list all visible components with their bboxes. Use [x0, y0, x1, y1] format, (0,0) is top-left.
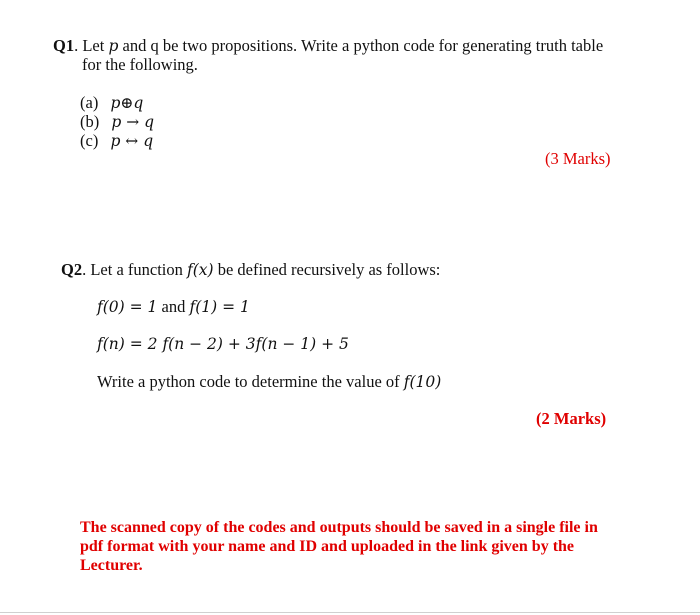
q2-text-part2: be defined recursively as follows:: [213, 260, 441, 279]
q1-line1: [53, 36, 603, 56]
page-bottom-divider: [0, 612, 700, 613]
q2-task-text: Write a python code to determine the value of: [97, 372, 404, 391]
q1-item-b-expr: p → q: [111, 113, 155, 131]
q2-fx: f(x): [187, 261, 214, 279]
q1-text-part2: and q be two propositions. Write a python code for generating truth table: [118, 36, 604, 55]
q1-line2: for the following.: [82, 55, 198, 74]
q1-item-b: [80, 112, 154, 132]
q2-task-expr: f(10): [403, 373, 442, 391]
q2-base-b: f(1) = 1: [189, 298, 250, 316]
q2-recurrence-expr: f(n) = 2 f(n − 2) + 3f(n − 1) + 5: [97, 335, 349, 353]
q1-item-c-label: (c): [80, 131, 99, 150]
q1-item-c: [80, 131, 153, 151]
q1-item-a-expr: p⊕q: [110, 94, 144, 112]
q1-item-b-label: (b): [80, 112, 100, 131]
q1-item-a: [80, 93, 143, 113]
q2-text-part1: . Let a function: [82, 260, 188, 279]
q1-item-c-expr: p ↔ q: [110, 132, 154, 150]
q1-var-p: p: [108, 37, 119, 55]
q2-base-cases: [97, 297, 250, 317]
q2-label: Q2: [61, 260, 83, 279]
q2-line1: [61, 260, 440, 280]
submission-note: The scanned copy of the codes and outputs should be saved in a single file in pdf format with your name and ID and uploaded in the link given by the Lecturer.: [80, 519, 598, 574]
q2-base-a: f(0) = 1: [97, 298, 158, 316]
q1-item-a-label: (a): [80, 93, 99, 112]
q2-task: [97, 372, 441, 392]
q2-marks: (2 Marks): [536, 409, 607, 428]
q1-text-part1: . Let: [74, 36, 109, 55]
q2-base-and: and: [157, 297, 190, 316]
q1-label: Q1: [53, 36, 75, 55]
q1-marks: (3 Marks): [545, 149, 611, 168]
q2-recurrence: [97, 334, 349, 354]
